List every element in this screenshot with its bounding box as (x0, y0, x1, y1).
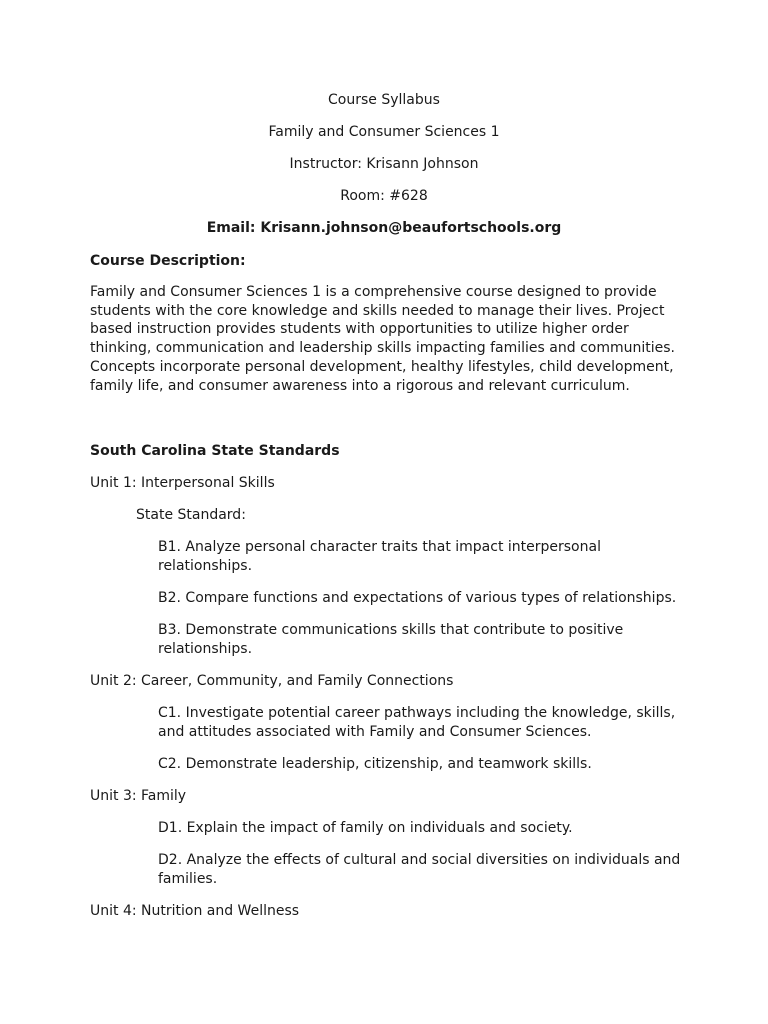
description-line: based instruction provides students with opportunities to utilize higher order (90, 321, 629, 338)
email-line: Email: Krisann.johnson@beaufortschools.org (206, 220, 562, 236)
standard-line: C1. Investigate potential career pathways including the knowledge, skills, (158, 705, 676, 721)
standard-d1 (158, 819, 698, 838)
standard-b1 (158, 538, 698, 575)
standard-line: D2. Analyze the effects of cultural and social diversities on individuals and (158, 852, 681, 868)
unit-2-title: Unit 2: Career, Community, and Family Connections (90, 673, 454, 689)
instructor-line: Instructor: Krisann Johnson (289, 156, 479, 172)
standard-line: B1. Analyze personal character traits that impact interpersonal (158, 539, 601, 555)
standard-line: B2. Compare functions and expectations of various types of relationships. (158, 590, 677, 606)
description-line: students with the core knowledge and skills needed to manage their lives. Project (90, 302, 665, 319)
standard-line: and attitudes associated with Family and Consumer Sciences. (158, 723, 592, 740)
room-line: Room: #628 (340, 188, 428, 204)
unit-1-title: Unit 1: Interpersonal Skills (90, 475, 275, 491)
standard-line: relationships. (158, 557, 253, 574)
description-paragraph (90, 283, 680, 395)
unit-4-title: Unit 4: Nutrition and Wellness (90, 903, 300, 919)
standard-line: relationships. (158, 640, 253, 657)
description-line: Concepts incorporate personal development, healthy lifestyles, child development, (90, 358, 674, 375)
standard-d2 (158, 851, 698, 888)
state-standard-label: State Standard: (136, 507, 246, 523)
description-line: thinking, communication and leadership skills impacting families and communities. (90, 340, 675, 357)
standard-line: C2. Demonstrate leadership, citizenship, and teamwork skills. (158, 756, 592, 772)
standard-line: D1. Explain the impact of family on individuals and society. (158, 820, 573, 836)
standard-b3 (158, 621, 698, 658)
standards-heading: South Carolina State Standards (90, 443, 340, 459)
description-line: Family and Consumer Sciences 1 is a comprehensive course designed to provide (90, 284, 657, 300)
standard-line: families. (158, 870, 218, 887)
syllabus-title: Course Syllabus (328, 92, 440, 108)
unit-3-title: Unit 3: Family (90, 788, 187, 804)
standard-b2 (158, 589, 698, 608)
standard-c2 (158, 755, 698, 774)
course-name: Family and Consumer Sciences 1 (268, 124, 500, 140)
description-heading: Course Description: (90, 253, 246, 269)
standard-line: B3. Demonstrate communications skills that contribute to positive (158, 622, 624, 638)
description-line: family life, and consumer awareness into a rigorous and relevant curriculum. (90, 377, 630, 394)
standard-c1 (158, 704, 698, 741)
